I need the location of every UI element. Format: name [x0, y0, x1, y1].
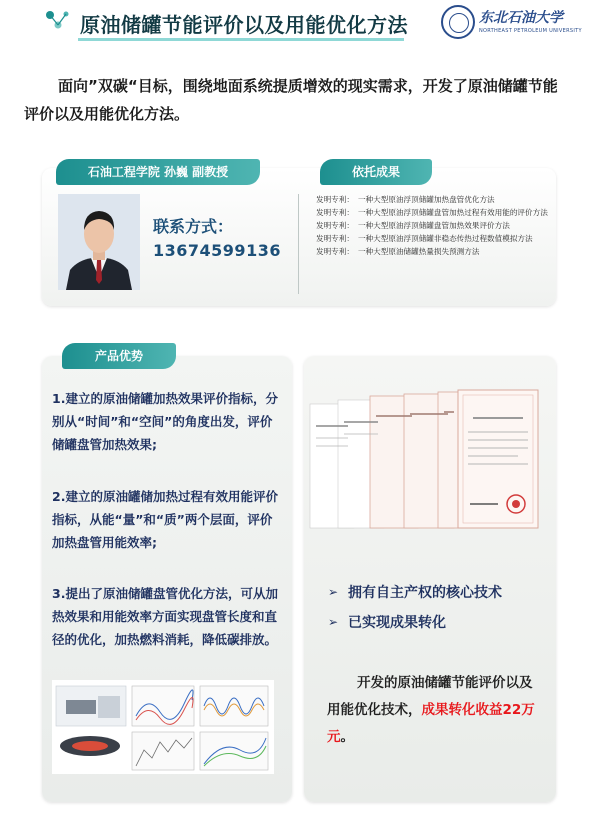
patent-prefix: 发明专利：	[316, 208, 354, 217]
patent-text: 一种大型原油浮顶储罐加热盘管优化方法	[357, 195, 495, 204]
summary-end: 。	[340, 729, 354, 745]
patent-certificates-image	[308, 386, 548, 536]
simulation-figure	[52, 680, 274, 774]
summary-highlight: 成果转化收益22万元	[327, 702, 535, 745]
patent-item	[316, 233, 550, 244]
advantages-tag: 产品优势	[62, 343, 176, 369]
author-photo	[58, 194, 140, 290]
advantage-item: 3.提出了原油储罐盘管优化方法，可从加热效果和用能效率方面实现盘管长度和直径的优化，加热燃料消耗，降低碳排放。	[52, 586, 278, 647]
patent-item	[316, 246, 550, 257]
page-header	[0, 0, 606, 48]
patent-item	[316, 207, 550, 218]
molecule-icon	[44, 10, 74, 32]
benefit-bullets	[328, 582, 502, 642]
university-name-en: NORTHEAST PETROLEUM UNIVERSITY	[479, 28, 582, 34]
summary-text: 开发的原油储罐节能评价以及用能优化技术，	[327, 675, 533, 718]
intro-paragraph: 面向”双碳“目标，围绕地面系统提质增效的现实需求，开发了原油储罐节能评价以及用能优化方法。	[24, 77, 558, 123]
patent-item	[316, 194, 550, 205]
benefit-summary	[327, 670, 541, 751]
patent-item	[316, 220, 550, 231]
arrow-icon: ➢	[328, 585, 339, 599]
author-tag: 石油工程学院 孙巍 副教授	[56, 159, 260, 185]
patent-text: 一种大型原油浮顶储罐非稳态传热过程数值模拟方法	[357, 234, 533, 243]
patent-prefix: 发明专利：	[316, 221, 354, 230]
benefit-text: 已实现成果转化	[348, 615, 446, 631]
patent-list	[316, 194, 550, 259]
contact-phone: 13674599136	[153, 241, 281, 260]
university-name: 东北石油大学	[479, 10, 563, 26]
title-underline	[78, 38, 404, 41]
patent-prefix: 发明专利：	[316, 247, 354, 256]
page-title: 原油储罐节能评价以及用能优化方法	[80, 13, 408, 37]
patent-prefix: 发明专利：	[316, 195, 354, 204]
patent-prefix: 发明专利：	[316, 234, 354, 243]
panel-divider	[298, 194, 299, 294]
results-tag: 依托成果	[320, 159, 432, 185]
benefit-bullet	[328, 612, 502, 632]
advantage-item: 1.建立的原油储罐加热效果评价指标，分别从“时间”和“空间”的角度出发，评价储罐盘管加热效果;	[52, 391, 278, 452]
patent-text: 一种大型原油浮顶储罐盘管加热过程有效用能的评价方法	[357, 208, 548, 217]
benefit-bullet	[328, 582, 502, 602]
contact-label: 联系方式：	[153, 217, 234, 236]
advantage-item: 2.建立的原油罐储加热过程有效用能评价指标，从能“量”和“质”两个层面，评价加热盘管用能效率;	[52, 489, 278, 550]
university-logo	[441, 5, 582, 41]
university-seal-icon	[441, 5, 475, 39]
patent-text: 一种大型原油储罐热量损失预测方法	[357, 247, 480, 256]
arrow-icon: ➢	[328, 615, 339, 629]
benefit-text: 拥有自主产权的核心技术	[348, 585, 502, 601]
patent-text: 一种大型原油浮顶储罐盘管加热效果评价方法	[357, 221, 510, 230]
